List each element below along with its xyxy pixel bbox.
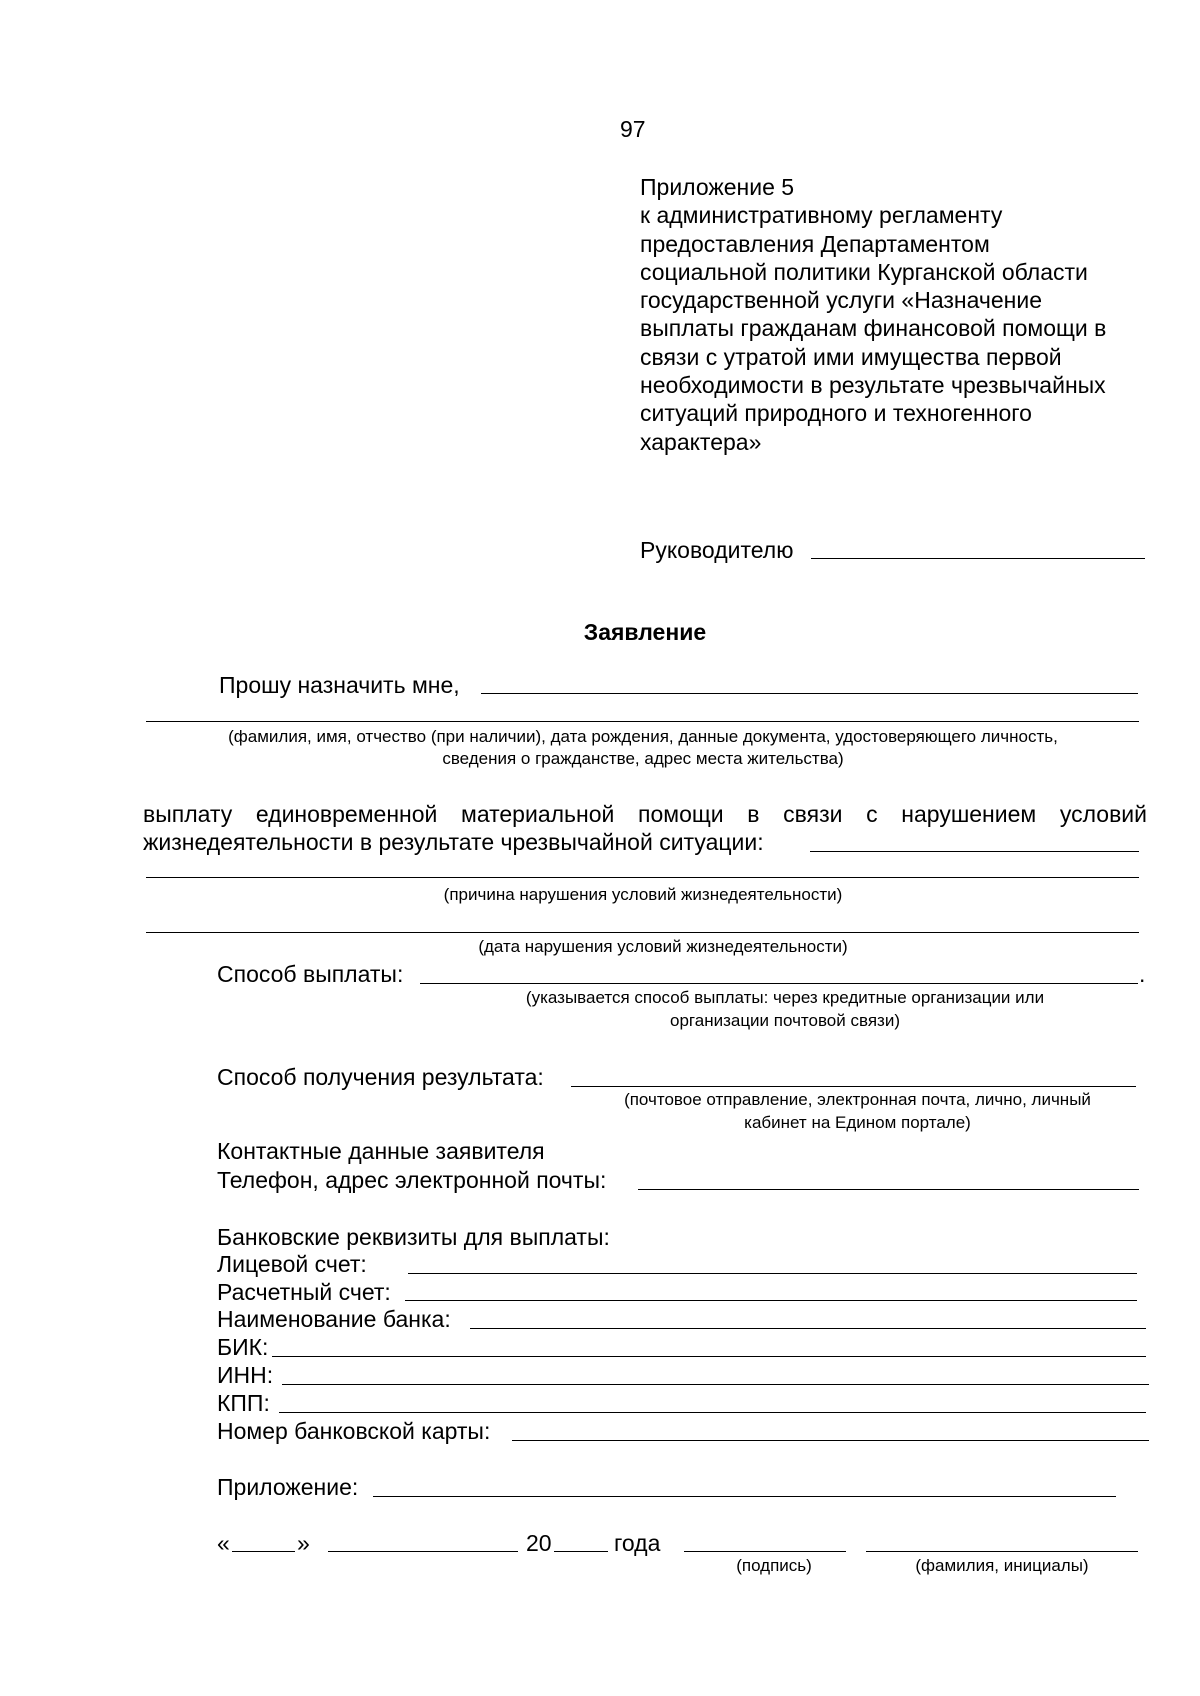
- full-name-field[interactable]: [866, 1551, 1138, 1552]
- settlement-account-field[interactable]: [405, 1300, 1137, 1301]
- year-field[interactable]: [554, 1551, 608, 1552]
- contacts-heading: Контактные данные заявителя: [217, 1138, 545, 1164]
- date-hint: (дата нарушения условий жизнедеятельности): [478, 937, 848, 956]
- applicant-hint: (фамилия, имя, отчество (при наличии), дата рождения, данные документа, удостоверяющего личность,: [228, 727, 1058, 746]
- body-text: жизнедеятельности в результате чрезвычайной ситуации:: [143, 829, 764, 855]
- inn-field[interactable]: [282, 1384, 1149, 1385]
- payment-method-field[interactable]: [420, 983, 1138, 984]
- appendix-line: ситуаций природного и техногенного: [640, 400, 1032, 427]
- day-field[interactable]: [232, 1551, 295, 1552]
- payment-method-label: Способ выплаты:: [217, 961, 404, 987]
- date-open-quote: «: [217, 1530, 230, 1556]
- attachment-field[interactable]: [373, 1496, 1116, 1497]
- contacts-label: Телефон, адрес электронной почты:: [217, 1167, 607, 1193]
- card-number-label: Номер банковской карты:: [217, 1418, 491, 1444]
- request-label: Прошу назначить мне,: [219, 672, 460, 698]
- applicant-field[interactable]: [481, 693, 1138, 694]
- year-suffix: года: [614, 1530, 661, 1556]
- result-method-field[interactable]: [571, 1086, 1136, 1087]
- appendix-line: к административному регламенту: [640, 202, 1003, 229]
- appendix-header: [640, 173, 1106, 456]
- appendix-line: необходимости в результате чрезвычайных: [640, 372, 1106, 399]
- appendix-line: характера»: [640, 428, 762, 455]
- bank-name-label: Наименование банка:: [217, 1306, 451, 1332]
- signature-field[interactable]: [684, 1551, 846, 1552]
- appendix-line: связи с утратой ими имущества первой: [640, 343, 1062, 370]
- kpp-field[interactable]: [279, 1412, 1146, 1413]
- attachment-label: Приложение:: [217, 1474, 359, 1500]
- result-method-hint: (почтовое отправление, электронная почта, лично, личный: [624, 1090, 1091, 1109]
- date-close-quote: »: [297, 1530, 310, 1556]
- inn-label: ИНН:: [217, 1362, 274, 1388]
- document-title: Заявление: [583, 619, 707, 645]
- appendix-line: Приложение 5: [640, 174, 795, 200]
- applicant-hint: сведения о гражданстве, адрес места жительства): [442, 749, 844, 768]
- addressee-label: Руководителю: [640, 537, 794, 563]
- kpp-label: КПП:: [217, 1390, 270, 1416]
- full-name-hint: (фамилия, инициалы): [915, 1556, 1089, 1575]
- date-field[interactable]: [146, 932, 1139, 933]
- signature-hint: (подпись): [736, 1556, 812, 1575]
- result-method-hint: кабинет на Едином портале): [744, 1113, 971, 1132]
- bank-heading: Банковские реквизиты для выплаты:: [217, 1224, 610, 1250]
- appendix-line: социальной политики Курганской области: [640, 258, 1088, 285]
- personal-account-label: Лицевой счет:: [217, 1251, 367, 1277]
- month-field[interactable]: [328, 1551, 518, 1552]
- personal-account-field[interactable]: [408, 1273, 1137, 1274]
- card-number-field[interactable]: [512, 1440, 1149, 1441]
- addressee-field[interactable]: [811, 558, 1145, 559]
- reason-field[interactable]: [146, 877, 1139, 878]
- page-number: 97: [620, 116, 646, 142]
- appendix-line: предоставления Департаментом: [640, 230, 990, 257]
- applicant-field-line-2[interactable]: [146, 721, 1139, 722]
- settlement-account-label: Расчетный счет:: [217, 1279, 391, 1305]
- payment-method-hint: (указывается способ выплаты: через кредитные организации или: [525, 988, 1045, 1007]
- bik-field[interactable]: [272, 1356, 1146, 1357]
- year-prefix: 20: [526, 1530, 552, 1556]
- appendix-line: государственной услуги «Назначение: [640, 287, 1043, 314]
- contacts-field[interactable]: [638, 1189, 1139, 1190]
- payment-method-period: .: [1139, 961, 1146, 987]
- reason-hint: (причина нарушения условий жизнедеятельности): [443, 885, 843, 904]
- bik-label: БИК:: [217, 1334, 269, 1360]
- appendix-line: выплаты гражданам финансовой помощи в: [640, 315, 1107, 342]
- result-method-label: Способ получения результата:: [217, 1064, 544, 1090]
- emergency-field[interactable]: [810, 851, 1139, 852]
- payment-method-hint: организации почтовой связи): [670, 1011, 900, 1030]
- body-text: выплату единовременной материальной помощи в связи с нарушением условий: [143, 801, 1147, 827]
- bank-name-field[interactable]: [470, 1328, 1146, 1329]
